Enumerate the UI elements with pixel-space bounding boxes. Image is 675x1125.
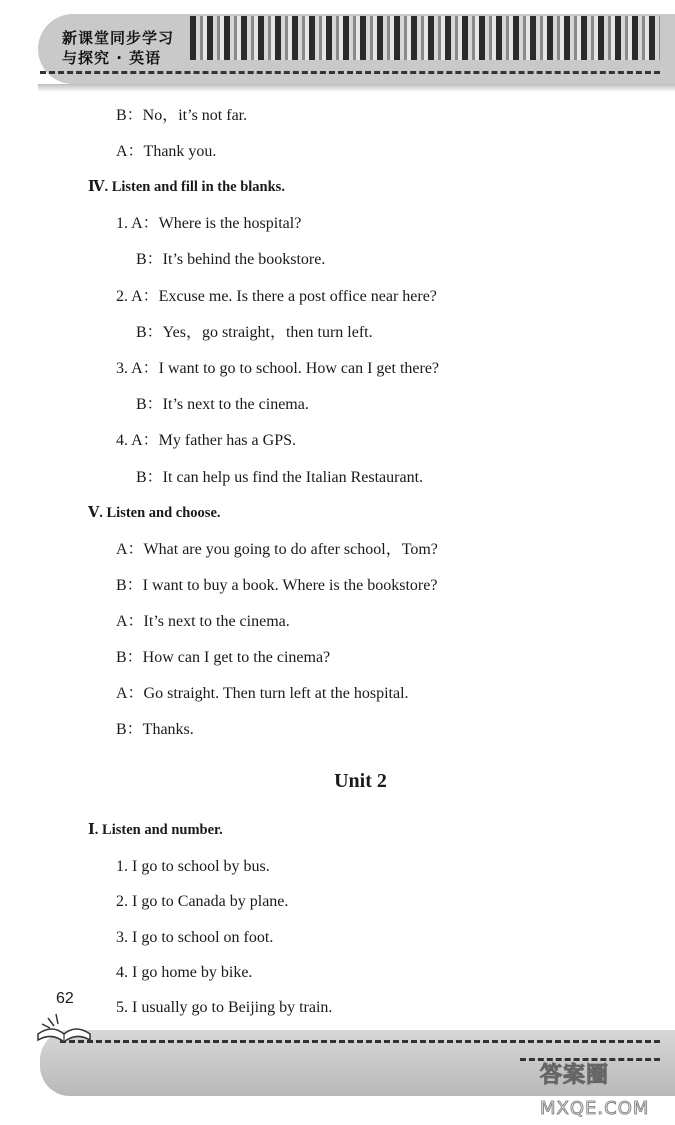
- watermark-logo: 答案圈: [540, 1063, 610, 1088]
- header-shadow: [38, 84, 675, 92]
- exercise-line: 1. I go to school by bus.: [116, 858, 270, 875]
- unit-title: Unit 2: [334, 770, 387, 792]
- book-title-line1: 新课堂同步学习: [62, 29, 175, 47]
- exercise-line: A：What are you going to do after school，Tom?: [116, 541, 438, 558]
- page-number: 62: [56, 990, 74, 1007]
- exercise-line: 2. A：Excuse me. Is there a post office near here?: [116, 288, 437, 305]
- unit2-section-i-heading: Ⅰ. Listen and number.: [88, 822, 223, 838]
- exercise-line: 2. I go to Canada by plane.: [116, 893, 289, 910]
- exercise-line: B：It can help us find the Italian Restaurant.: [136, 469, 424, 486]
- exercise-line: B：Yes，go straight，then turn left.: [136, 324, 373, 341]
- dialogue-line: B：No，it’s not far.: [116, 107, 248, 124]
- exercise-line: 4. A：My father has a GPS.: [116, 432, 296, 449]
- exercise-line: 4. I go home by bike.: [116, 964, 253, 981]
- exercise-line: B：It’s behind the bookstore.: [136, 251, 326, 268]
- watermark-site: MXQE.COM: [540, 1098, 650, 1119]
- book-title-line2: 与探究 · 英语: [62, 49, 162, 67]
- exercise-line: 5. I usually go to Beijing by train.: [116, 999, 333, 1016]
- header-stripes: [190, 16, 660, 60]
- book-title: [62, 28, 202, 68]
- exercise-line: B：Thanks.: [116, 721, 194, 738]
- open-book-icon: [34, 1010, 94, 1046]
- header-dashed-line: [40, 71, 660, 74]
- exercise-line: 3. I go to school on foot.: [116, 929, 274, 946]
- exercise-line: B：I want to buy a book. Where is the bookstore?: [116, 577, 438, 594]
- section-v-heading: Ⅴ. Listen and choose.: [88, 505, 221, 521]
- footer-dashed-line: [60, 1040, 660, 1043]
- dialogue-line: A：Thank you.: [116, 143, 217, 160]
- exercise-line: B：It’s next to the cinema.: [136, 396, 309, 413]
- exercise-line: B：How can I get to the cinema?: [116, 649, 331, 666]
- exercise-line: 1. A：Where is the hospital?: [116, 215, 302, 232]
- exercise-line: 3. A：I want to go to school. How can I get there?: [116, 360, 440, 377]
- exercise-line: A：It’s next to the cinema.: [116, 613, 290, 630]
- exercise-line: A：Go straight. Then turn left at the hospital.: [116, 685, 409, 702]
- section-iv-heading: Ⅳ. Listen and fill in the blanks.: [88, 179, 285, 195]
